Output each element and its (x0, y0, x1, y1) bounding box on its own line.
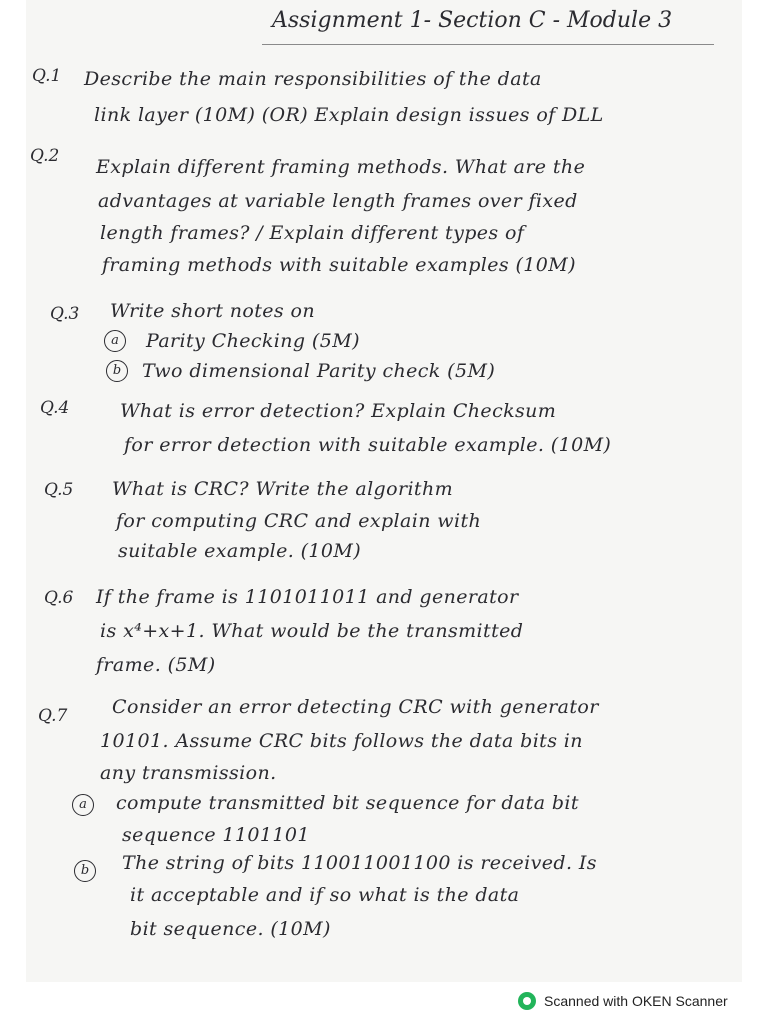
title-underline (262, 44, 714, 45)
notebook-page (26, 0, 742, 982)
question-line: Explain different framing methods. What are the (96, 156, 586, 178)
question-line: any transmission. (100, 762, 277, 784)
question-line: Write short notes on (110, 300, 315, 322)
question-number: Q.2 (30, 146, 60, 166)
question-part: The string of bits 110011001100 is received. Is (122, 852, 597, 874)
part-marker: b (74, 860, 96, 882)
part-marker: a (72, 794, 94, 816)
question-number: Q.6 (44, 588, 74, 608)
question-part: Parity Checking (5M) (146, 330, 360, 352)
question-line: link layer (10M) (OR) Explain design issues of DLL (94, 104, 604, 126)
question-line: frame. (5M) (96, 654, 216, 676)
question-line: advantages at variable length frames over fixed (98, 190, 578, 212)
question-number: Q.1 (32, 66, 62, 86)
question-line: 10101. Assume CRC bits follows the data bits in (100, 730, 583, 752)
oken-scanner-logo-icon (518, 992, 536, 1010)
question-part-continued: sequence 1101101 (122, 824, 310, 846)
question-number: Q.7 (38, 706, 68, 726)
question-number: Q.3 (50, 304, 80, 324)
part-marker: a (104, 330, 126, 352)
question-line: What is CRC? Write the algorithm (112, 478, 454, 500)
question-number: Q.4 (40, 398, 70, 418)
question-line: for computing CRC and explain with (116, 510, 482, 532)
question-line: What is error detection? Explain Checksum (120, 400, 557, 422)
question-line: for error detection with suitable example. (10M) (124, 434, 612, 456)
scanner-watermark (518, 990, 728, 1012)
question-line: length frames? / Explain different types of (100, 222, 525, 244)
part-marker: b (106, 360, 128, 382)
page-title: Assignment 1- Section C - Module 3 (272, 8, 673, 33)
question-line: suitable example. (10M) (118, 540, 362, 562)
question-line: is x⁴+x+1. What would be the transmitted (100, 620, 524, 642)
question-part: Two dimensional Parity check (5M) (142, 360, 496, 382)
scanner-watermark-text: Scanned with OKEN Scanner (544, 993, 728, 1009)
question-number: Q.5 (44, 480, 74, 500)
question-line: framing methods with suitable examples (10M) (102, 254, 576, 276)
question-line: Describe the main responsibilities of the data (84, 68, 542, 90)
question-line: If the frame is 1101011011 and generator (96, 586, 519, 608)
question-line: Consider an error detecting CRC with generator (112, 696, 599, 718)
question-part-continued: it acceptable and if so what is the data (130, 884, 520, 906)
question-part-continued: bit sequence. (10M) (130, 918, 331, 940)
question-part: compute transmitted bit sequence for data bit (116, 792, 579, 814)
